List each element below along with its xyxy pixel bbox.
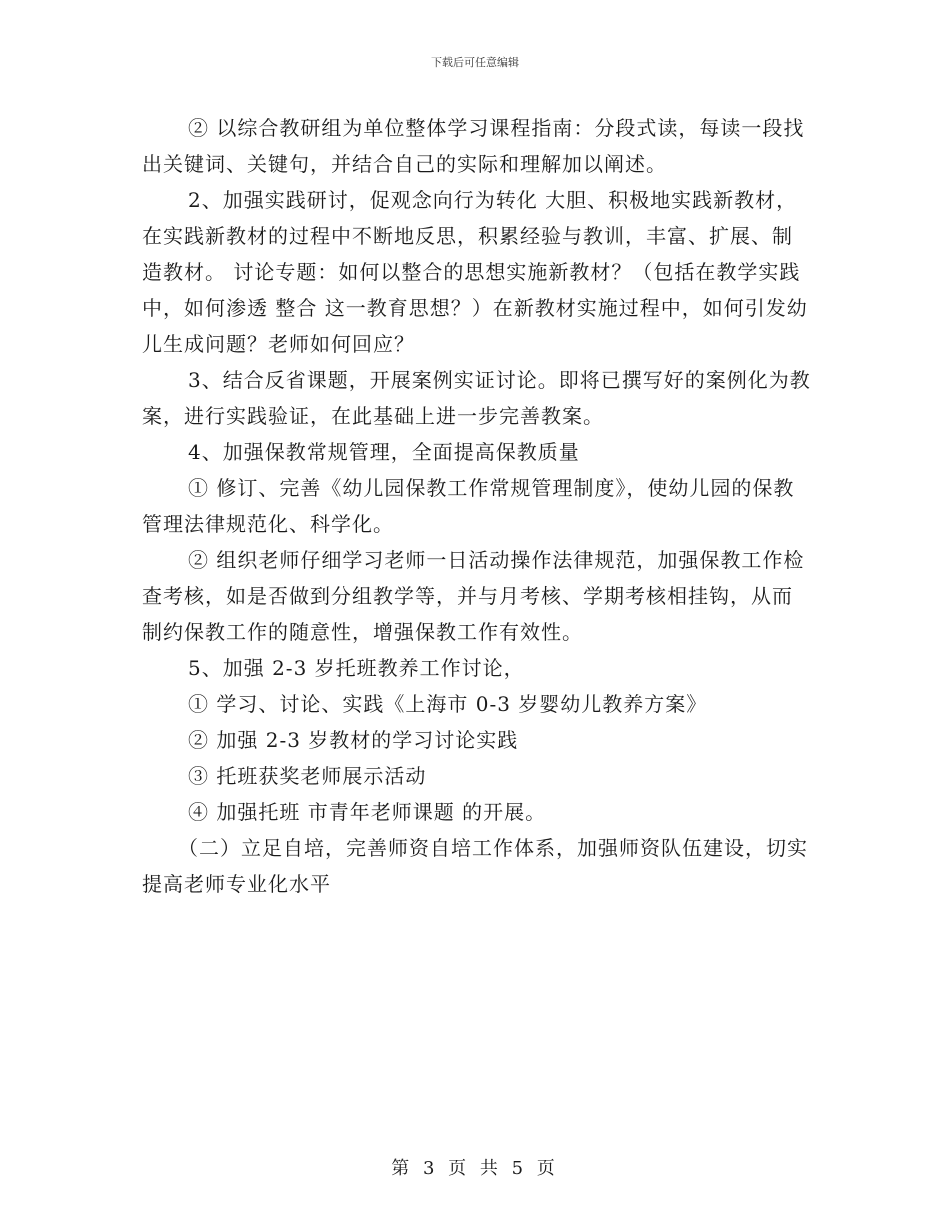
paragraph: 5、加强 2-3 岁托班教养工作讨论，: [188, 656, 525, 680]
document-body: [142, 110, 812, 902]
paragraph: ② 以综合教研组为单位整体学习课程指南：分段式读，每读一段找出关键词、关键句，并结合自己的实际和理解加以阐述。: [142, 116, 805, 176]
paragraph: ② 加强 2-3 岁教材的学习讨论实践: [188, 728, 519, 752]
paragraph: 2、加强实践研讨，促观念向行为转化 大胆、积极地实践新教材，在实践新教材的过程中不断地反思，积累经验与教训，丰富、扩展、制造教材。 讨论专题：如何以整合的思想实施新教材？（包括在教学实践中，如何渗透 整合 这一教育思想？）在新教材实施过程中，如何引发幼儿生成问题？老师如何回应？: [142, 188, 808, 356]
page-header: 下载后可任意编辑: [431, 56, 519, 69]
paragraph: ② 组织老师仔细学习老师一日活动操作法律规范，加强保教工作检查考核，如是否做到分组教学等，并与月考核、学期考核相挂钩，从而制约保教工作的随意性，增强保教工作有效性。: [142, 548, 805, 644]
paragraph: 4、加强保教常规管理，全面提高保教质量: [188, 440, 580, 464]
paragraph: ③ 托班获奖老师展示活动: [188, 764, 427, 788]
paragraph: （二）立足自培，完善师资自培工作体系，加强师资队伍建设，切实提高老师专业化水平: [142, 836, 808, 896]
paragraph: 3、结合反省课题，开展案例实证讨论。即将已撰写好的案例化为教案，进行实践验证，在此基础上进一步完善教案。: [142, 368, 811, 428]
paragraph: ① 学习、讨论、实践《上海市 0-3 岁婴幼儿教养方案》: [188, 692, 708, 716]
paragraph: ① 修订、完善《幼儿园保教工作常规管理制度》，使幼儿园的保教管理法律规范化、科学化。: [142, 476, 795, 536]
page-number: 第 3 页 共 5 页: [391, 1158, 559, 1179]
paragraph: ④ 加强托班 市青年老师课题 的开展。: [188, 800, 547, 824]
